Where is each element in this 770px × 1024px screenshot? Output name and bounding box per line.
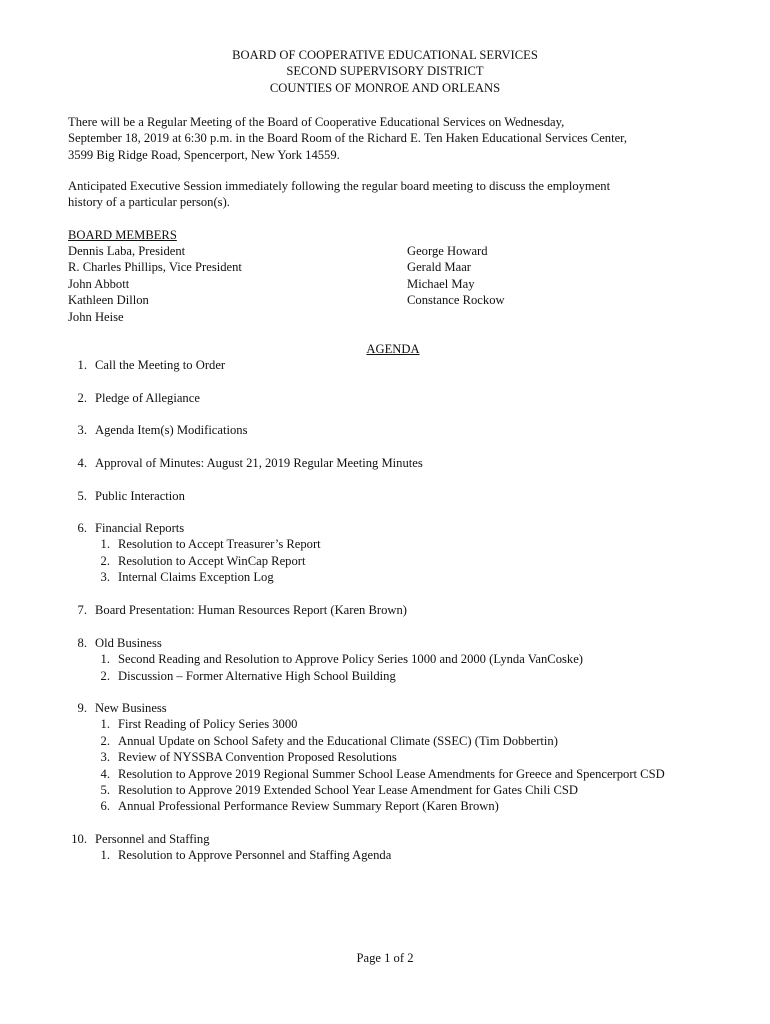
agenda-item [68, 602, 758, 618]
executive-session-notice [68, 178, 748, 211]
board-member: Constance Rockow [407, 293, 505, 308]
agenda-item [68, 520, 758, 586]
exec-line-2: history of a particular person(s). [68, 195, 230, 210]
header-line-2: SECOND SUPERVISORY DISTRICT [286, 64, 484, 79]
agenda-item-number: 2. [77, 391, 87, 405]
meeting-notice [68, 114, 748, 163]
subitem-number: 6. [100, 799, 110, 814]
agenda-item-number: 10. [71, 832, 87, 846]
agenda-subitem [68, 716, 758, 732]
agenda-subitem [68, 749, 758, 765]
agenda-item [68, 455, 758, 471]
agenda-item-number: 9. [77, 701, 87, 715]
subitem-text: Resolution to Approve 2019 Regional Summer School Lease Amendments for Greece and Spencerport CSD [118, 766, 665, 781]
subitem-number: 1. [100, 848, 110, 863]
board-member: John Abbott [68, 276, 130, 291]
header-line-3: COUNTIES OF MONROE AND ORLEANS [269, 80, 501, 95]
board-member: Michael May [407, 276, 475, 291]
subitem-number: 1. [100, 717, 110, 732]
board-member: Dennis Laba, President [68, 244, 186, 258]
agenda-item-number: 7. [77, 603, 87, 617]
agenda-subitem [68, 766, 758, 782]
agenda-item [66, 831, 756, 864]
subitem-number: 3. [100, 570, 110, 585]
subitem-text: First Reading of Policy Series 3000 [118, 717, 298, 732]
subitem-number: 1. [100, 652, 110, 667]
board-members-left-column [68, 243, 242, 325]
agenda-item-title: Board Presentation: Human Resources Report (Karen Brown) [95, 603, 407, 617]
agenda-subitem [68, 651, 758, 667]
agenda-item-title: Public Interaction [95, 489, 185, 503]
notice-line-1: There will be a Regular Meeting of the Board of Cooperative Educational Services on Wednesday, [68, 115, 565, 129]
agenda-item [68, 635, 758, 684]
agenda-item-title: Approval of Minutes: August 21, 2019 Regular Meeting Minutes [95, 456, 423, 470]
agenda-subitem [68, 733, 758, 749]
page-number: Page 1 of 2 [356, 951, 414, 965]
subitem-text: Second Reading and Resolution to Approve Policy Series 1000 and 2000 (Lynda VanCoske) [118, 652, 583, 667]
agenda-item [68, 700, 758, 815]
agenda-item-title: Financial Reports [95, 521, 185, 535]
agenda-heading: AGENDA [366, 342, 420, 356]
agenda-item-number: 5. [77, 489, 87, 503]
subitem-text: Resolution to Approve Personnel and Staffing Agenda [118, 848, 392, 863]
subitem-text: Annual Update on School Safety and the Educational Climate (SSEC) (Tim Dobbertin) [118, 733, 558, 748]
subitem-number: 2. [100, 553, 110, 568]
subitem-text: Discussion – Former Alternative High School Building [118, 668, 396, 683]
document-header [0, 47, 770, 96]
subitem-text: Internal Claims Exception Log [118, 570, 274, 585]
agenda-subitem [66, 847, 756, 863]
agenda-item-number: 1. [77, 358, 87, 372]
agenda-item-title: Agenda Item(s) Modifications [95, 423, 248, 437]
board-members-right-column [407, 243, 505, 309]
board-member: John Heise [68, 309, 124, 324]
board-member: R. Charles Phillips, Vice President [68, 260, 242, 275]
board-members-heading: BOARD MEMBERS [68, 228, 177, 242]
subitem-number: 5. [100, 783, 110, 798]
agenda-item [68, 357, 758, 373]
agenda-subitem [68, 553, 758, 569]
board-member: Gerald Maar [407, 260, 471, 275]
subitem-number: 3. [100, 750, 110, 765]
agenda-item-title: Personnel and Staffing [95, 832, 210, 846]
agenda-item-title: Old Business [95, 636, 162, 650]
agenda-item-title: Pledge of Allegiance [95, 391, 200, 405]
subitem-text: Resolution to Accept WinCap Report [118, 553, 306, 568]
agenda-subitem [68, 782, 758, 798]
header-line-1: BOARD OF COOPERATIVE EDUCATIONAL SERVICES [232, 48, 538, 62]
agenda-item [68, 390, 758, 406]
notice-line-3: 3599 Big Ridge Road, Spencerport, New York 14559. [68, 147, 340, 162]
agenda-item [68, 488, 758, 504]
subitem-text: Resolution to Accept Treasurer’s Report [118, 537, 321, 552]
notice-line-2: September 18, 2019 at 6:30 p.m. in the Board Room of the Richard E. Ten Haken Educational Services Center, [68, 131, 628, 146]
subitem-number: 2. [100, 733, 110, 748]
subitem-text: Annual Professional Performance Review Summary Report (Karen Brown) [118, 799, 499, 814]
agenda-item-number: 3. [77, 423, 87, 437]
agenda-item-number: 6. [77, 521, 87, 535]
exec-line-1: Anticipated Executive Session immediately following the regular board meeting to discuss the employment [68, 179, 611, 193]
agenda-subitem [68, 569, 758, 585]
agenda-subitem [68, 798, 758, 814]
agenda-item [68, 422, 758, 438]
subitem-text: Review of NYSSBA Convention Proposed Resolutions [118, 750, 397, 765]
agenda-item-number: 4. [77, 456, 87, 470]
subitem-number: 1. [100, 537, 110, 552]
agenda-item-title: Call the Meeting to Order [95, 358, 226, 372]
subitem-number: 2. [100, 668, 110, 683]
subitem-number: 4. [100, 766, 110, 781]
agenda-subitem [68, 536, 758, 552]
agenda-item-number: 8. [77, 636, 87, 650]
board-member: George Howard [407, 244, 488, 258]
agenda-item-title: New Business [95, 701, 167, 715]
agenda-subitem [68, 668, 758, 684]
board-member: Kathleen Dillon [68, 293, 149, 308]
subitem-text: Resolution to Approve 2019 Extended School Year Lease Amendment for Gates Chili CSD [118, 783, 578, 798]
